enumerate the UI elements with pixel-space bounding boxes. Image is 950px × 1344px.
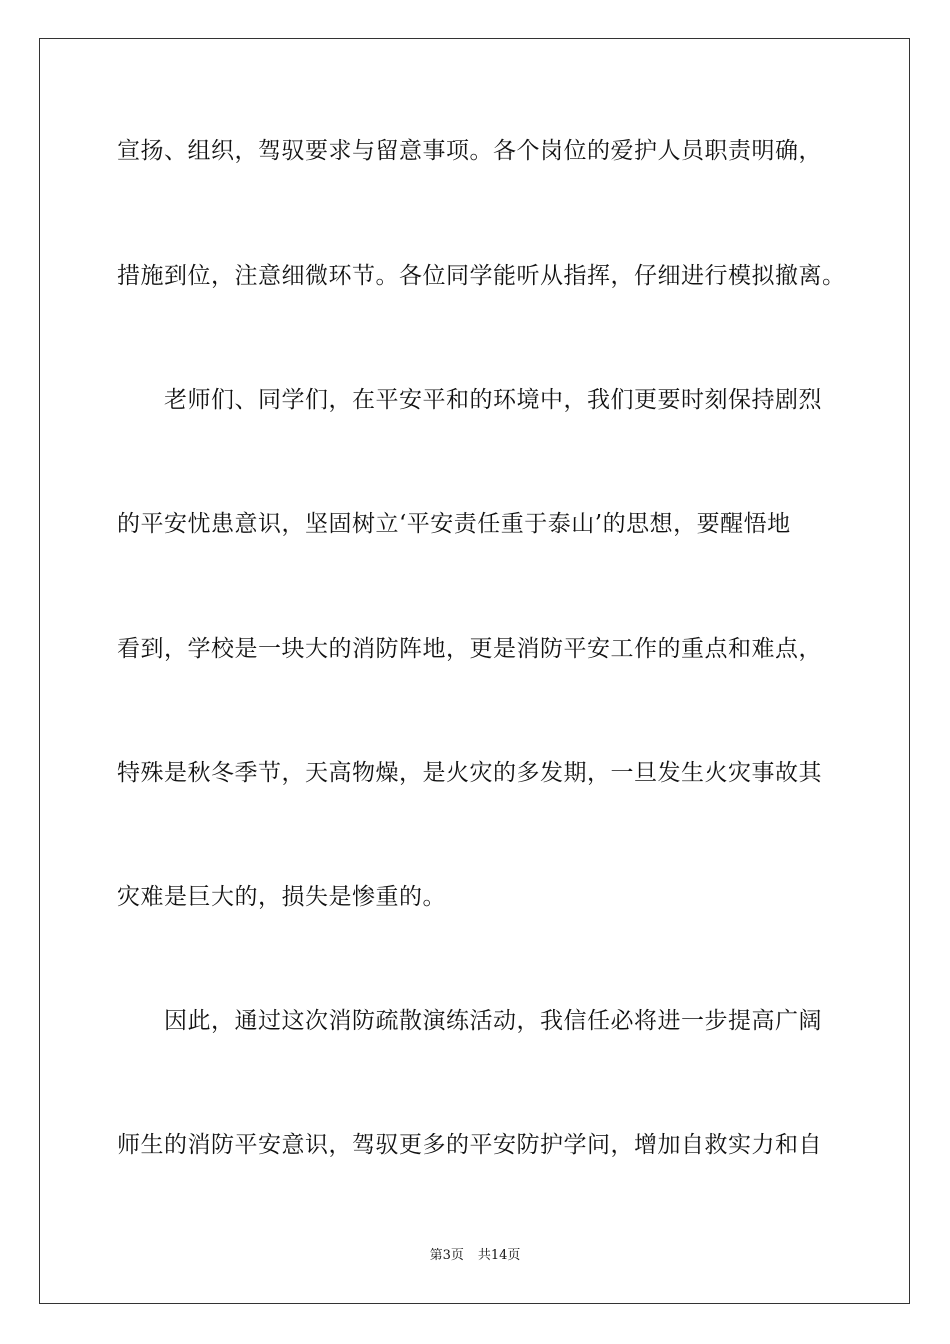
body-text-line: 措施到位，注意细微环节。各位同学能听从指挥，仔细进行模拟撤离。 <box>117 263 846 289</box>
page-frame <box>39 38 910 1304</box>
body-text-line: 因此，通过这次消防疏散演练活动，我信任必将进一步提高广阔 <box>117 1008 822 1034</box>
body-text-line: 灾难是巨大的，损失是惨重的。 <box>117 884 446 910</box>
page-number: 第3页 <box>429 1248 464 1263</box>
page-total: 共14页 <box>477 1248 521 1263</box>
body-text-line: 师生的消防平安意识，驾驭更多的平安防护学问，增加自救实力和自 <box>117 1132 822 1158</box>
body-text-line: 特殊是秋冬季节，天高物燥，是火灾的多发期，一旦发生火灾事故其 <box>117 760 822 786</box>
body-text-line: 的平安忧患意识，坚固树立‘平安责任重于泰山’的思想，要醒悟地 <box>117 511 791 537</box>
body-text-line: 老师们、同学们，在平安平和的环境中，我们更要时刻保持剧烈 <box>117 387 822 413</box>
body-text-line: 宣扬、组织，驾驭要求与留意事项。各个岗位的爱护人员职责明确， <box>117 138 822 164</box>
body-text-line: 看到，学校是一块大的消防阵地，更是消防平安工作的重点和难点， <box>117 636 822 662</box>
page-footer <box>0 1247 950 1265</box>
